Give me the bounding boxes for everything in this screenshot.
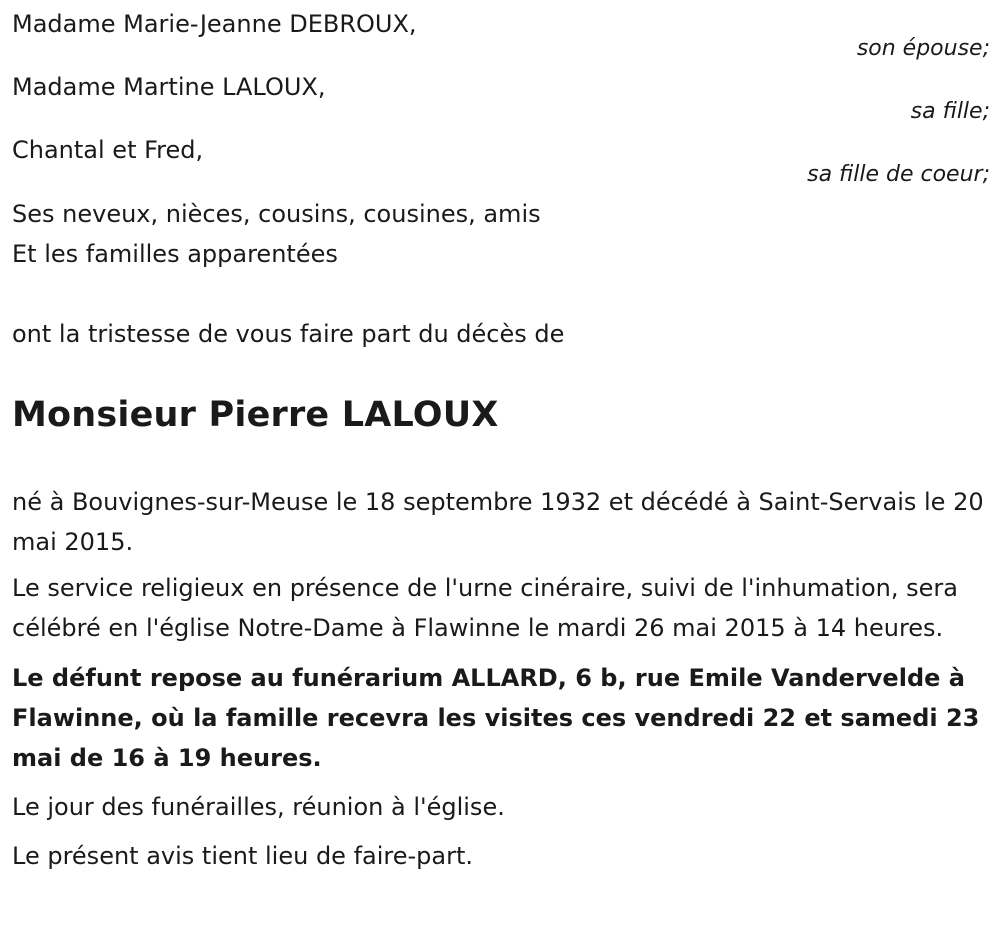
extended-family [12, 194, 990, 274]
mourner-name: Madame Martine LALOUX, [12, 73, 326, 101]
notice-paragraph: Le présent avis tient lieu de faire-part. [12, 842, 474, 870]
mourner-relation: sa fille; [910, 99, 990, 124]
funerarium-paragraph: Le défunt repose au funérarium ALLARD, 6 b, rue Emile Vandervelde à Flawinne, où la famille recevra les visites ces vendredi 22 et samedi 23 mai de 16 à 19 heures. [12, 664, 980, 772]
deceased-name: Monsieur Pierre LALOUX [12, 395, 499, 435]
birth-death-paragraph: né à Bouvignes-sur-Meuse le 18 septembre 1932 et décédé à Saint-Servais le 20 mai 2015. [12, 488, 984, 556]
mourner-name: Chantal et Fred, [12, 136, 204, 164]
service-paragraph: Le service religieux en présence de l'urne cinéraire, suivi de l'inhumation, sera célébré en l'église Notre-Dame à Flawinne le mardi 26 mai 2015 à 14 heures. [12, 574, 958, 642]
mourner-name: Madame Marie-Jeanne DEBROUX, [12, 10, 417, 38]
mourner-heart-daughter [12, 134, 990, 190]
intro-text: ont la tristesse de vous faire part du décès de [12, 320, 565, 348]
extended-family-line: Et les familles apparentées [12, 240, 338, 268]
extended-family-line: Ses neveux, nièces, cousins, cousines, amis [12, 200, 541, 228]
mourner-relation: son épouse; [856, 36, 990, 61]
notice-body [12, 482, 990, 876]
mourner-daughter [12, 71, 990, 127]
mourner-relation: sa fille de coeur; [807, 162, 990, 187]
mourner-spouse [12, 8, 990, 64]
meeting-paragraph: Le jour des funérailles, réunion à l'église. [12, 793, 505, 821]
